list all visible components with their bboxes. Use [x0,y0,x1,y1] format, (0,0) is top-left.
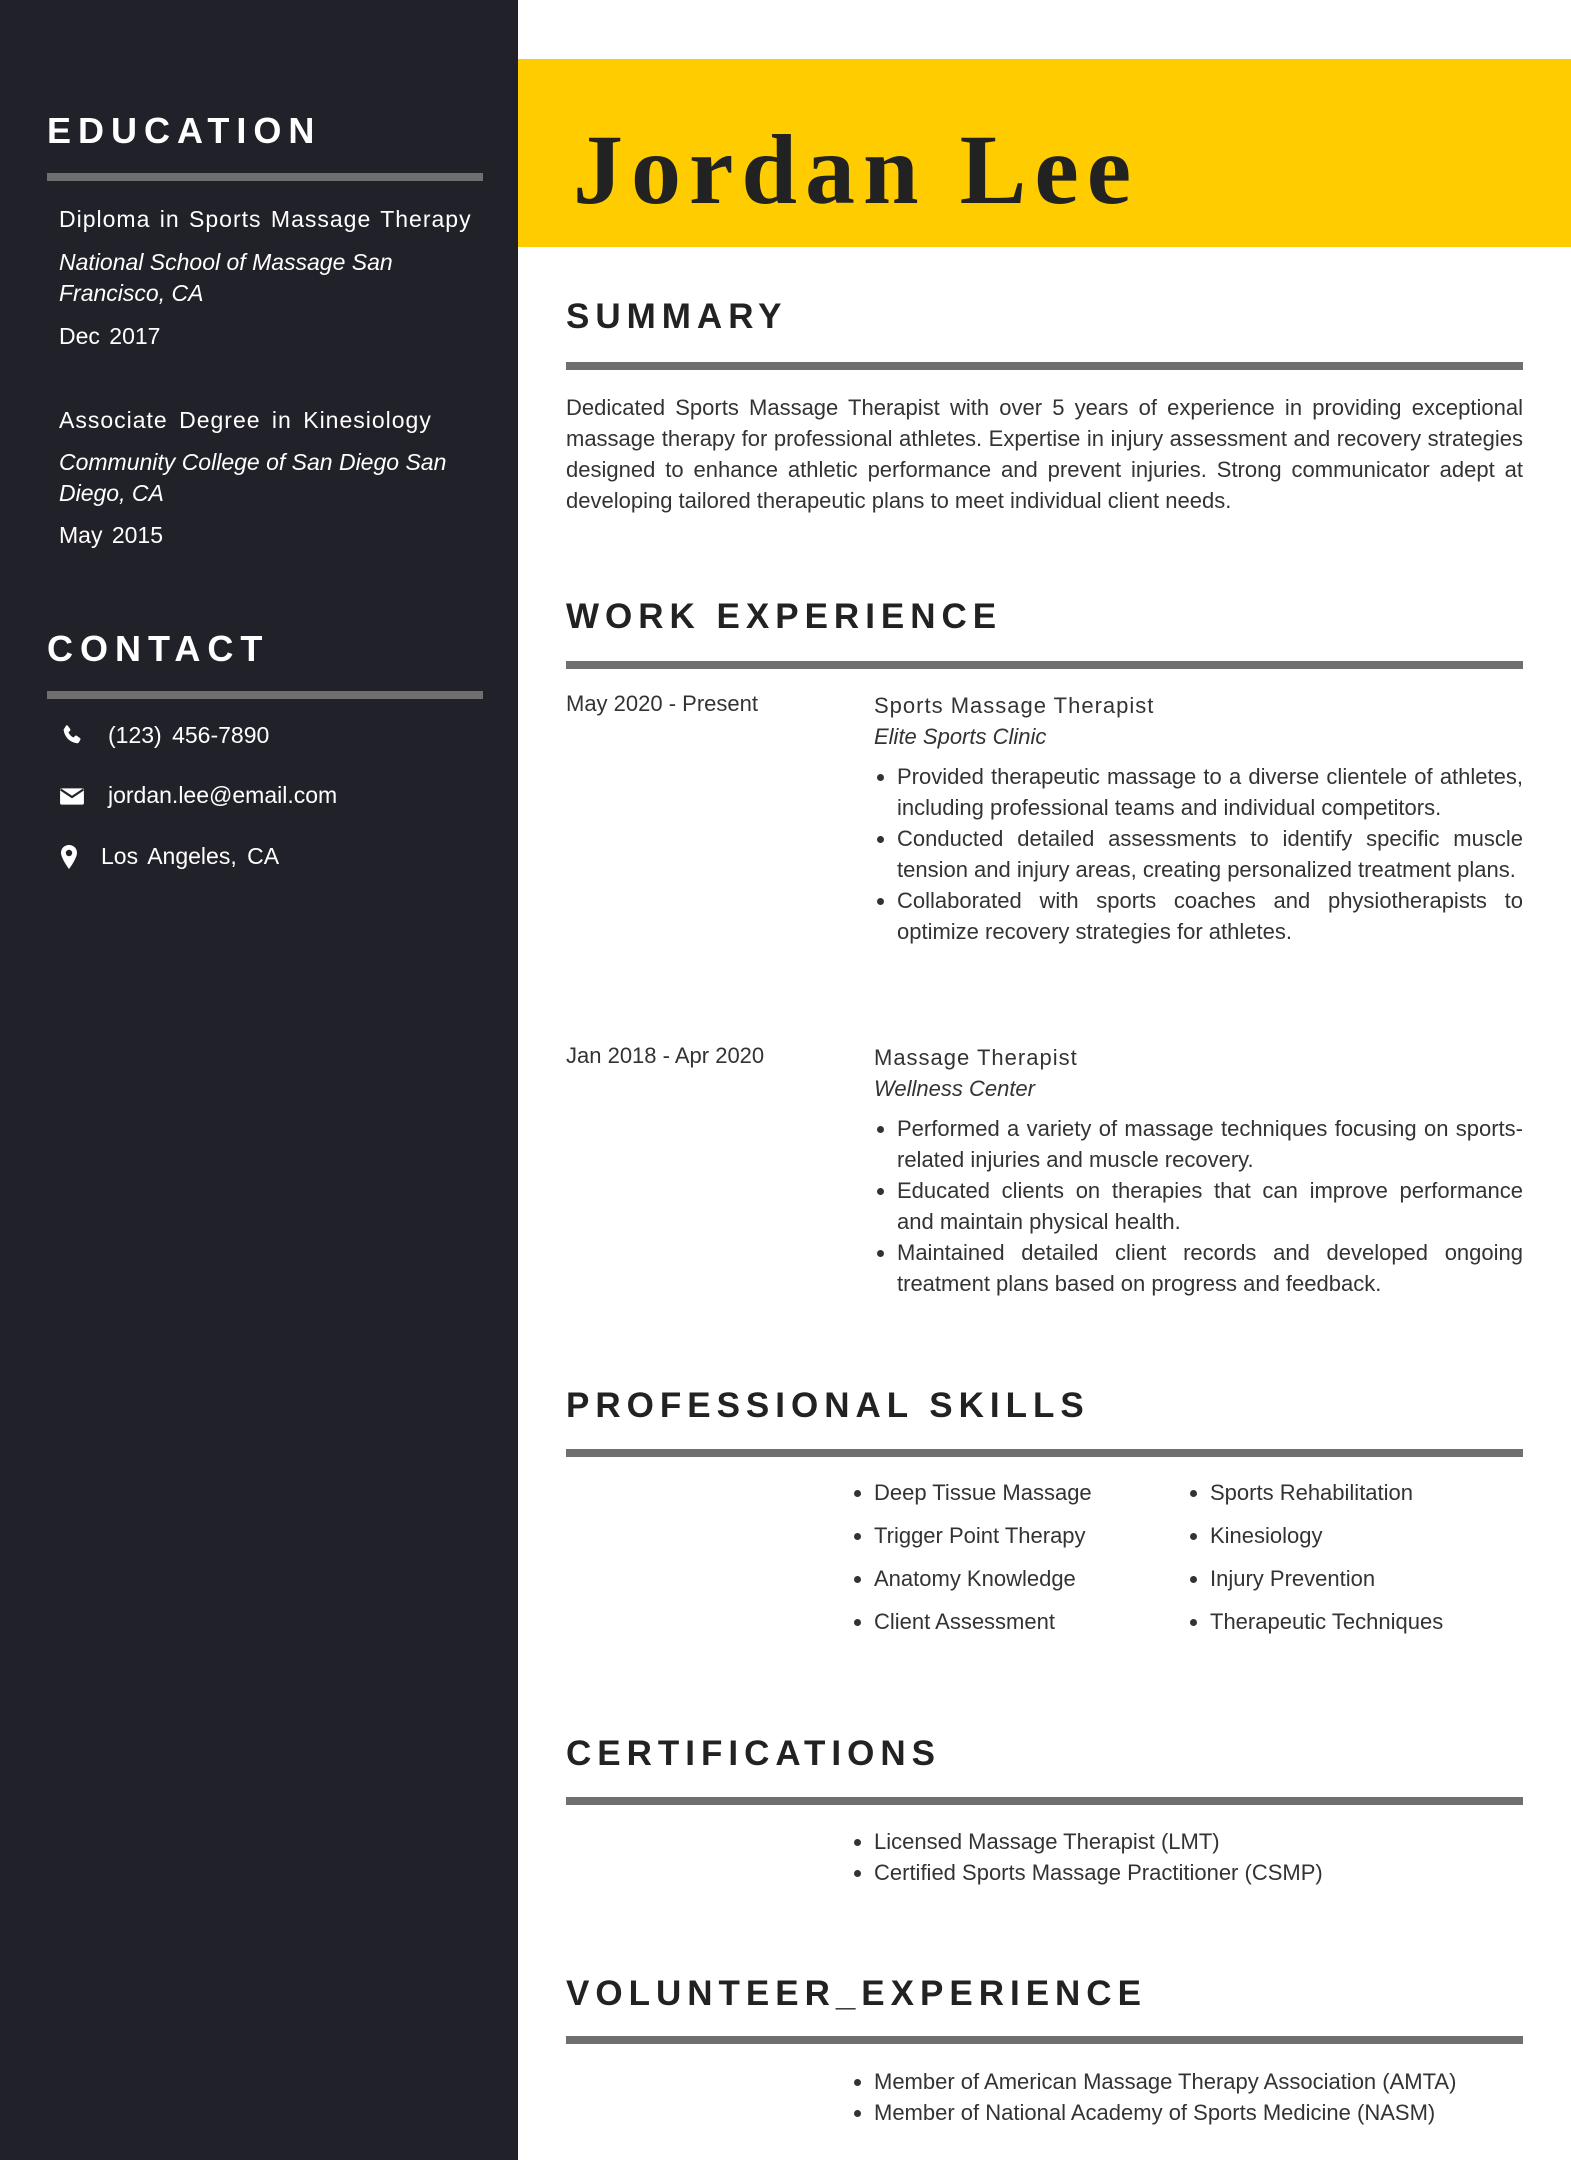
job-dates: Jan 2018 - Apr 2020 [566,1043,765,1068]
job-bullet: • Performed a variety of massage techniques focusing on sports-related injuries and muscle recovery. [897,1113,1523,1175]
work-experience-divider [566,661,1523,669]
job-bullets [874,761,1523,947]
job-bullet: • Collaborated with sports coaches and physiotherapists to optimize recovery strategies for athletes. [897,885,1523,947]
work-experience-heading: WORK EXPERIENCE [566,597,1003,636]
job-dates: May 2020 - Present [566,691,758,716]
job-company: Wellness Center [874,1076,1035,1101]
skill-item: • Sports Rehabilitation [1210,1478,1443,1521]
summary-text: Dedicated Sports Massage Therapist with over 5 years of experience in providing exceptional massage therapy for professional athletes. Expertise in injury assessment and recovery strategies designed to enhance athletic performance and prevent injuries. Strong communicator adept at developing tailored therapeutic plans to meet individual client needs. [566,395,1523,513]
skills-divider [566,1449,1523,1457]
education-date: May 2015 [59,522,164,548]
skill-item: • Injury Prevention [1210,1564,1443,1607]
certification-item: • Licensed Massage Therapist (LMT) [874,1826,1323,1857]
certification-item: • Certified Sports Massage Practitioner (CSMP) [874,1857,1323,1888]
skill-item: • Anatomy Knowledge [874,1564,1092,1607]
contact-location [59,843,279,870]
volunteer-item: • Member of National Academy of Sports Medicine (NASM) [874,2097,1456,2128]
job-bullet: • Maintained detailed client records and developed ongoing treatment plans based on progress and feedback. [897,1237,1523,1299]
education-item [59,204,483,352]
phone-icon [59,723,85,749]
job-company: Elite Sports Clinic [874,724,1047,749]
skill-item: • Kinesiology [1210,1521,1443,1564]
volunteer-heading: VOLUNTEER_EXPERIENCE [566,1974,1147,2013]
contact-phone[interactable] [59,722,269,749]
skills-heading: PROFESSIONAL SKILLS [566,1386,1090,1425]
envelope-icon [59,783,85,809]
education-school: National School of Massage San Francisco, CA [59,249,393,306]
skill-item: • Client Assessment [874,1607,1092,1650]
contact-heading: CONTACT [47,628,270,669]
job-bullets [874,1113,1523,1299]
certifications-list [844,1826,1323,1888]
contact-email-text: jordan.lee@email.com [108,782,338,808]
job-bullet: • Conducted detailed assessments to identify specific muscle tension and injury areas, creating personalized treatment plans. [897,823,1523,885]
job-details [874,1043,1523,1299]
education-school: Community College of San Diego San Diego, CA [59,449,447,506]
volunteer-divider [566,2036,1523,2044]
job-title: Massage Therapist [874,1045,1078,1070]
education-degree: Associate Degree in Kinesiology [59,407,432,433]
last-name: Lee [959,114,1140,225]
job-details [874,691,1523,947]
summary-divider [566,362,1523,370]
skill-item: • Deep Tissue Massage [874,1478,1092,1521]
sidebar [0,0,518,2160]
first-name: Jordan [573,114,927,225]
skill-item: • Trigger Point Therapy [874,1521,1092,1564]
candidate-name [573,105,1139,235]
contact-location-text: Los Angeles, CA [101,843,280,869]
contact-phone-text: (123) 456-7890 [108,722,270,748]
volunteer-list [844,2066,1456,2128]
education-heading: EDUCATION [47,110,322,151]
contact-divider [47,691,483,699]
skill-item: • Therapeutic Techniques [1210,1607,1443,1650]
certifications-heading: CERTIFICATIONS [566,1734,942,1773]
summary-heading: SUMMARY [566,297,788,336]
education-date: Dec 2017 [59,323,161,349]
volunteer-item: • Member of American Massage Therapy Association (AMTA) [874,2066,1456,2097]
education-item [59,405,483,551]
certifications-divider [566,1797,1523,1805]
map-pin-icon [59,844,79,870]
contact-email[interactable] [59,782,337,809]
education-divider [47,173,483,181]
job-bullet: • Educated clients on therapies that can improve performance and maintain physical health. [897,1175,1523,1237]
skills-list-left [844,1478,1092,1650]
job-bullet: • Provided therapeutic massage to a diverse clientele of athletes, including professional teams and individual competitors. [897,761,1523,823]
skills-list-right [1180,1478,1443,1650]
job-title: Sports Massage Therapist [874,693,1155,718]
education-degree: Diploma in Sports Massage Therapy [59,206,472,232]
